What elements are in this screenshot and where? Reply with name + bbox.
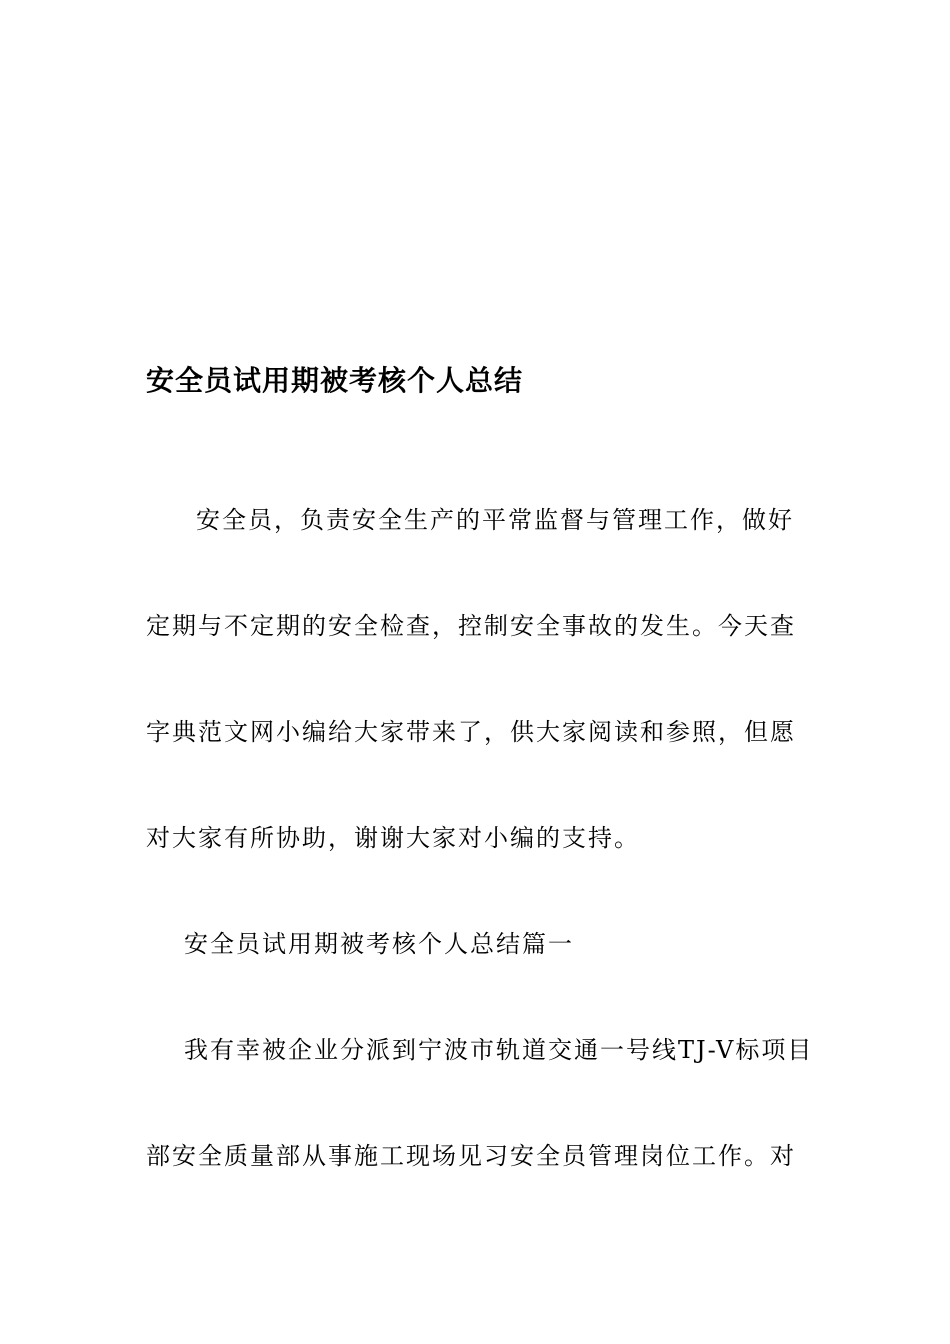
body-line-1: 我有幸被企业分派到宁波市轨道交通一号线TJ-V标项目	[184, 1036, 814, 1064]
document-title: 安全员试用期被考核个人总结	[146, 364, 524, 397]
section-heading: 安全员试用期被考核个人总结篇一	[184, 930, 574, 958]
intro-line-4: 对大家有所协助，谢谢大家对小编的支持。	[146, 824, 640, 852]
intro-line-2: 定期与不定期的安全检查，控制安全事故的发生。今天查	[146, 612, 796, 640]
body-line-2: 部安全质量部从事施工现场见习安全员管理岗位工作。对	[146, 1142, 796, 1170]
intro-line-1: 安全员，负责安全生产的平常监督与管理工作，做好	[196, 506, 794, 534]
intro-line-3: 字典范文网小编给大家带来了，供大家阅读和参照，但愿	[146, 718, 796, 746]
